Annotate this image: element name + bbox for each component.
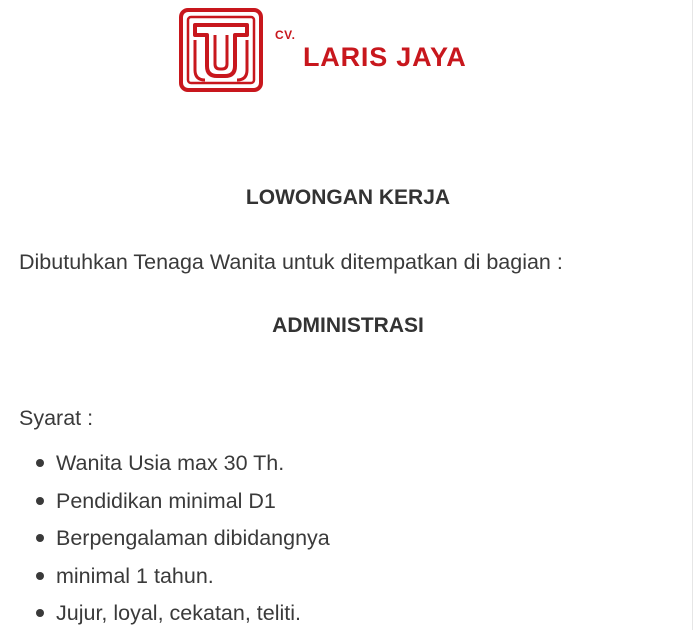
position-title: ADMINISTRASI <box>272 314 424 337</box>
bullet-icon <box>36 497 44 505</box>
posting-title: LOWONGAN KERJA <box>245 186 451 209</box>
requirement-item <box>34 561 330 599</box>
requirement-text: Jujur, loyal, cekatan, teliti. <box>56 601 301 625</box>
requirement-item <box>34 448 330 486</box>
logo-cv-text: CV. <box>275 28 296 42</box>
bullet-icon <box>36 609 44 617</box>
requirement-item <box>34 486 330 524</box>
requirement-text: minimal 1 tahun. <box>56 563 214 588</box>
bullet-icon <box>36 534 44 542</box>
posting-intro: Dibutuhkan Tenaga Wanita untuk ditempatkan di bagian : <box>19 250 563 274</box>
requirement-text: Berpengalaman dibidangnya <box>56 526 330 550</box>
requirement-text: Pendidikan minimal D1 <box>56 488 276 513</box>
company-logo <box>179 8 509 92</box>
laris-jaya-logo-icon <box>179 8 263 92</box>
bullet-icon <box>36 572 44 580</box>
bullet-icon <box>36 459 44 467</box>
requirements-list <box>34 448 330 636</box>
requirement-item <box>34 523 330 561</box>
requirements-label: Syarat : <box>19 406 94 430</box>
requirement-text: Wanita Usia max 30 Th. <box>56 451 285 475</box>
logo-company-name: LARIS JAYA <box>303 42 467 72</box>
